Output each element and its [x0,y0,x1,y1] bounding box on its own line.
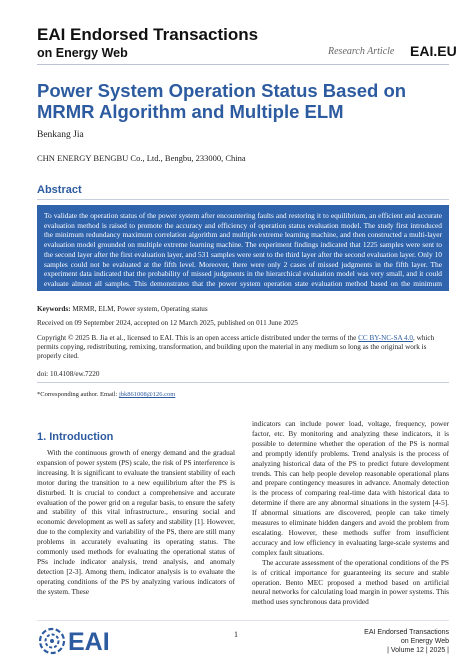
introduction-heading: 1. Introduction [37,431,114,443]
abstract-box [37,205,449,308]
publication-dates: Received on 09 September 2024, accepted on 12 March 2025, published on 011 June 2025 [37,319,298,327]
header-divider [37,64,449,65]
abstract-divider [37,199,449,200]
journal-subtitle: on Energy Web [37,46,128,60]
footer-divider [37,620,449,621]
keywords-label: Keywords: [37,305,71,313]
eai-logo-text: EAI [68,628,110,656]
footer-journal-title: EAI Endorsed Transactions [364,629,449,636]
copyright-notice [37,334,449,362]
author-affiliation: CHN ENERGY BENGBU Co., Ltd., Bengbu, 233000, China [37,153,246,163]
body-paragraph: With the continuous growth of energy demand and the gradual expansion of power system (PS) scale, the risk of PS interference is increasing. It is significant to evaluate the transient stability of each motor during the transition to a new equilibrium after the PS is disturbed. It is crucial to conduct a comprehensive and accurate evaluation of the power grid on a regular basis, to ensure the safety and stability of this vital infrastructure., ensuring social and economic development as well as safety and stability [1]. However, due to the complexity and variability of the PS, there are still many problems in accurately evaluating its operating status. The commonly used methods for evaluating the operational status of PSs include indicator analysis, trend analysis, and anomaly detection [2-3]. Among them, indicator analysis is to evaluate the operating conditions of the PS by analyzing various indicators of the system. These [37,448,235,596]
abstract-text: To validate the operation status of the power system after encountering faults and restoring it to equilibrium, an efficient and accurate evaluation method is raised to promote the accuracy and efficiency of operation status evaluation model. The study first introduced the minimum redundancy maximum correlation algorithm and multiple extreme learning machine, and then constructed a multi-layer evaluation model grounded on multiple extreme learning machine. The experiment findings indicated that 1225 samples were sent to the second layer after the first evaluation layer, and 531 samples were sent to the third layer after the second evaluation layer. Only 10 samples could not be evaluated at the fifth level. Moreover, there were only 2 cases of missed judgments in the fifth layer. The experiment data indicated that the probability of missed judgments in the hierarchical evaluation model was very small, and it could evaluate almost all samples. This demonstrates that the power system operation state evaluation method based on the minimum redundancy maximum correlation algorithm and multiple extreme learning machine proposed by the research can timely and effectively evaluate feature samples, providing strong support for the stable operation of the power system. [44,211,442,308]
footer-journal-info [318,628,449,655]
eai-logo [37,624,129,658]
body-column-left [37,448,235,617]
footer-volume: | Volume 12 | 2025 | [387,647,449,654]
doi: doi: 10.4108/ew.7220 [37,370,100,378]
journal-title: EAI Endorsed Transactions [37,25,259,44]
footer-journal-subtitle: on Energy Web [400,638,449,645]
metadata-divider [37,382,449,383]
article-type: Research Article [328,46,395,57]
license-link[interactable]: CC BY-NC-SA 4.0 [358,334,414,342]
body-paragraph: The accurate assessment of the operational conditions of the PS is of critical importance for guaranteeing its secure and stable operation. Bento MEC proposed a method based on artificial neural networks for calculating load margin in power systems. This method uses synchronous data provided [252,557,449,607]
paper-title: Power System Operation Status Based on MRMR Algorithm and Multiple ELM [37,80,407,122]
keywords-list: MRMR, ELM, Power system, Operating status [72,305,208,313]
body-paragraph: indicators can include power load, voltage, frequency, power factor, etc. By monitoring and analyzing these indicators, it is possible to determine whether the operation of the PS is normal and promptly identify problems. Trend analysis is the process of analyzing historical data of the PS to predict future development trends. This can help people develop reasonable operational plans and prepare contingency measures in advance. Anomaly detection is the process of comparing real-time data with historical data to determine if there are any abnormal situations in the system [4-5]. If abnormal situations are discovered, people can take timely measures to eliminate hidden dangers and avoid the problem from escalating. However, these methods suffer from insufficient accuracy and low efficiency in evaluating large-scale systems and complex fault situations. [252,419,449,557]
corresponding-author [37,390,449,399]
copyright-text: Copyright © 2025 B. Jia et al., licensed to EAI. This is an open access article distributed under the terms of the [37,334,357,342]
corresponding-email-link[interactable]: jbk861008@126.com [118,391,176,398]
author-name: Benkang Jia [37,130,84,140]
corresponding-label: *Corresponding author. Email: [37,391,118,398]
publisher-mark: EAI.EU [410,43,457,59]
page-number: 1 [234,630,238,639]
keywords [37,305,449,314]
body-column-right [252,419,449,617]
abstract-heading: Abstract [37,184,82,196]
copyright-text-continued: , which permits copying, redistributing, remixing, transformation, and building upon the material in any medium so long as the original work is properly cited. [37,334,435,361]
